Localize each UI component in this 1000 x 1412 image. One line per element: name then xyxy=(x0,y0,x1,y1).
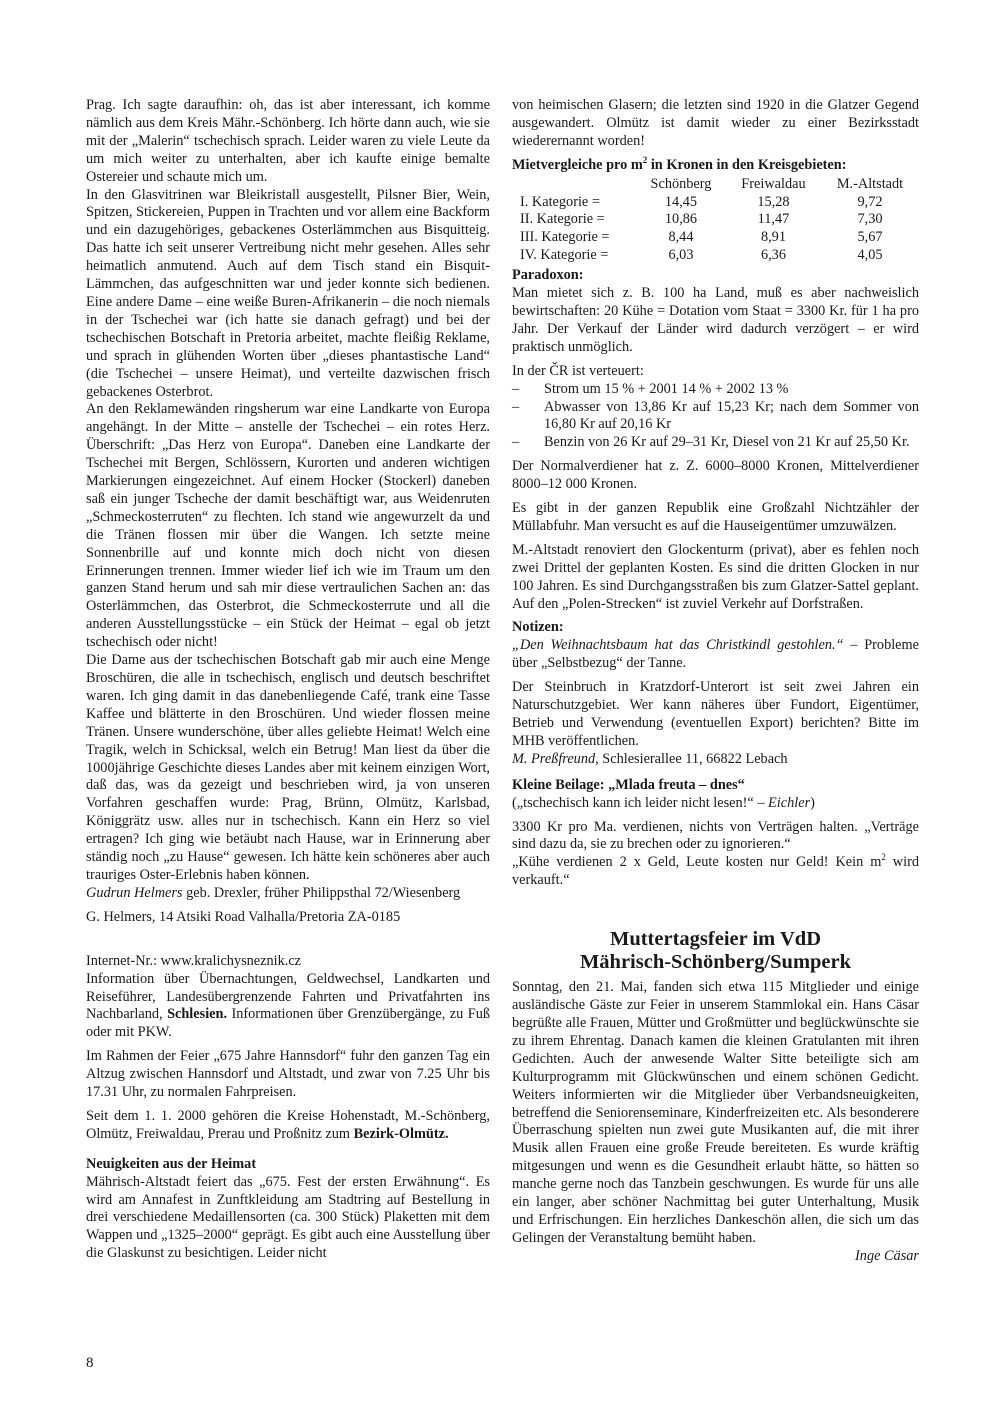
rent-table-header xyxy=(512,176,919,194)
list-item-text: Benzin von 26 Kr auf 29–31 Kr, Diesel von 21 Kr auf 25,50 Kr. xyxy=(544,434,910,451)
news-paragraph: Mährisch-Altstadt feiert das „675. Fest der ersten Erwähnung“. Es wird am Annafest in Zunftkleidung am Stadtring auf Bestellung in drei verschiedene Medaillensorten (ca. 300 Stück) Plaketten mit dem Wappen und „1325–2000“ geprägt. Es gibt auch eine Ausstellung über die Glaskunst zu besichtigen. Leider nicht xyxy=(86,1173,490,1262)
steinbruch-signature xyxy=(512,751,919,769)
beilage-p2-sup: 2 xyxy=(881,852,886,863)
table-row xyxy=(512,229,919,247)
rent-cell: 8,91 xyxy=(760,229,786,246)
list-item-text: Strom um 15 % + 2001 14 % + 2002 13 % xyxy=(544,380,789,397)
list-item: – Benzin von 26 Kr auf 29–31 Kr, Diesel von 21 Kr auf 25,50 Kr. xyxy=(512,434,910,451)
rent-cell: 5,67 xyxy=(857,229,883,246)
story-paragraph-4: Die Dame aus der tschechischen Botschaft gab mir auch eine Menge Broschüren, die alle in tschechisch, englisch und deutsch beschriftet waren. Ich ging damit in das danebenliegende Café, trank eine Tasse Kaffee und blätterte in den Broschüren. Und wieder flossen meine Tränen. Unsere wunderschöne, über alles geliebte Heimat! Welch eine Tragik, welch in Schicksal, welch ein Betrug! Man liest da über die 1000jährige Geschichte dieses Landes aber mit keinem einzigen Wort, daß das, was da gezeigt und beschrieben wird, ja von unseren Vorfahren geschaffen wurde: Prag, Brünn, Olmütz, Karlsbad, Königgrätz usw. alles nur in tschechisch. Kann ein Herz so viel ertragen? Ich ging wie betäubt nach Hause, war in Erinnerung aber ständig noch „zu Hause“ gewesen. Ich hätte kein schöneres aber auch trauriges Oster-Erlebnis haben können. xyxy=(86,652,490,883)
verdiener-paragraph: Der Normalverdiener hat z. Z. 6000–8000 Kronen, Mittelverdiener 8000–12 000 Kronen. xyxy=(512,458,919,493)
rent-row-label: II. Kategorie = xyxy=(520,211,605,228)
info-bold: Schlesien. xyxy=(167,1006,228,1023)
article-title-line-1: Muttertagsfeier im VdD xyxy=(609,928,822,951)
rent-row-label: I. Kategorie = xyxy=(520,193,600,210)
notizen-rest: – Probleme über „Selbstbezug“ der Tanne. xyxy=(512,637,919,672)
notizen-quote: „Den Weihnachtsbaum hat das Christkindl gestohlen.“ xyxy=(512,637,844,654)
rent-cell: 14,45 xyxy=(664,193,698,210)
bezirk-paragraph xyxy=(86,1108,490,1144)
rent-cell: 10,86 xyxy=(664,211,698,228)
rent-header-cell: Schönberg xyxy=(650,175,712,192)
paradox-paragraph: Man mietet sich z. B. 100 ha Land, muß es aber nachweislich bewirtschaften: 20 Kühe = Dotation vom Staat = 3300 Kr. für 1 ha pro Jahr. Der Verkauf der Länder wird dadurch verzögert – er wird praktisch unmöglich. xyxy=(512,285,919,355)
nichtzahler-paragraph: Es gibt in der ganzen Republik eine Großzahl Nichtzähler der Müllabfuhr. Man versucht es auf die Hauseigentümer umzuwälzen. xyxy=(512,500,919,534)
hannsdorf-paragraph: Im Rahmen der Feier „675 Jahre Hannsdorf“ fuhr den ganzen Tag ein Altzug zwischen Hannsdorf und Altstadt, und zwar von 7.25 Uhr bis 17.31 Uhr, zu normalen Fahrpreisen. xyxy=(86,1048,490,1101)
bezirk-text: Seit dem 1. 1. 2000 gehören die Kreise Hohenstadt, M.-Schönberg, Olmütz, Freiwaldau, Prerau und Proßnitz zum xyxy=(86,1107,490,1142)
rent-cell: 6,36 xyxy=(760,247,786,264)
rent-cell: 11,47 xyxy=(757,211,790,228)
story-paragraph-3: An den Reklamewänden ringsherum war eine Landkarte von Europa angehängt. In der Mitte – anstelle der Tschechei – ein rotes Herz. Überschrift: „Das Herz von Europa“. Daneben eine Landkarte der Tschechei mit Bergen, Schlössern, Kurorten und anderen wichtigen Markierungen eingezeichnet. Auf einem Hocker (Stockerl) daneben saß ein junger Tscheche der damit beschäftigt war, aus Weidenruten „Schmeckosterruten“ zu flechten. Ich stand wie angewurzelt da und die Tränen flossen mir über die Wangen. Ich setzte meine Sonnenbrille auf und konnte mich doch nicht von diesen Erinnerungen trennen. Immer wieder lief ich wie im Traum um den ganzen Stand herum und sah mir diese vertraulichen Sachen an: das Osterlämmchen, das Osterbrot, die Schmeckosterrute und all die anderen Ausstellungsstücke – ein Stück der Heimat – egal ob jetzt tschechisch oder nicht! xyxy=(86,401,490,651)
article-signature-name: Inge Cäsar xyxy=(855,1247,919,1264)
rent-cell: 15,28 xyxy=(757,193,790,210)
rent-heading-b: in Kronen in den Kreisgebieten: xyxy=(647,156,847,173)
rent-cell: 6,03 xyxy=(668,247,694,264)
notizen-heading: Notizen: xyxy=(512,619,564,636)
signature-rest: geb. Drexler, früher Philippsthal 72/Wiesenberg xyxy=(182,884,461,901)
beilage-paragraph-2 xyxy=(512,854,919,890)
notizen-paragraph xyxy=(512,637,919,673)
article-signature xyxy=(512,1248,919,1266)
page-number: 8 xyxy=(86,1355,94,1371)
bezirk-bold: Bezirk-Olmütz. xyxy=(353,1125,449,1142)
beilage-paragraph-1: 3300 Kr pro Ma. verdienen, nichts von Verträgen halten. „Verträge sind dazu da, sie zu brechen oder zu ignorieren.“ xyxy=(512,818,919,853)
glass-paragraph: von heimischen Glasern; die letzten sind 1920 in die Glatzer Gegend ausgewandert. Olmütz ist damit wieder zu einer Bezirksstadt wiederernannt worden! xyxy=(512,97,919,149)
internet-number: Internet-Nr.: www.kralichysneznik.cz xyxy=(86,952,302,969)
news-heading: Neuigkeiten aus der Heimat xyxy=(86,1155,257,1172)
rent-header-cell: Freiwaldau xyxy=(741,175,806,192)
rent-header-empty xyxy=(512,176,636,194)
cr-intro: In der ČR ist verteuert: xyxy=(512,362,644,379)
info-rest: Informationen über Grenzübergänge, zu Fuß oder mit PKW. xyxy=(86,1006,490,1041)
glocken-paragraph: M.-Altstadt renoviert den Glockenturm (privat), aber es fehlen noch zwei Drittel der geplanten Kosten. Es sind die dritten Glocken in nur 100 Jahren. Es sind Durchgangsstraßen bis zum Glatzer-Sattel geplant. Auf den „Polen-Strecken“ ist zuviel Verkehr auf Dorfstraßen. xyxy=(512,541,919,612)
article-title-line-2: Mährisch-Schönberg/Sumperk xyxy=(579,951,852,974)
right-column xyxy=(512,97,919,1266)
beilage-sub-name: Eichler xyxy=(768,794,811,811)
rent-cell: 9,72 xyxy=(857,193,883,210)
info-text: Information über Übernachtungen, Geldwechsel, Landkarten und Reiseführer, Landesübergrenzende Fahrten und Privatfahrten ins Nachbarland, xyxy=(86,970,490,1023)
steinbruch-paragraph: Der Steinbruch in Kratzdorf-Unterort ist seit zwei Jahren ein Naturschutzgebiet. Wer kann näheres über Fundort, Eigentümer, Betrieb und Verwendung (eventuellen Export) berichten? Bitte im MHB veröffentlichen. xyxy=(512,679,919,749)
beilage-sub-b: ) xyxy=(810,794,815,811)
article-paragraph: Sonntag, den 21. Mai, fanden sich etwa 115 Mitglieder und einige ausländische Gäste zur Feier in unserem Stammlokal ein. Hans Cäsar begrüßte alle Frauen, Mütter und Großmütter und beglückwünschte sie zu ihrem Ehrentag. Danach kamen die kleinen Gratulanten mit ihren Gedichten. Auch der anwesende Walter Sitte beteiligte sich am Kulturprogramm mit Glückwünschen und einem schönen Gedicht. Weiters informierten wir die Mitglieder über Verbandsneuigkeiten, betreffend die Seniorenseminare, Kinderfreizeiten etc. Als besonderere Überraschung spielten nun zwei gute Musikanten auf, die mit ihrer Musik allen Frauen eine große Freude bereiteten. Es wurde kräftig mitgesungen und wenn es die Gesundheit erlaubt hätte, so hätten so manche gerne noch das Tanzbein geschwungen. Es wurde für uns alle ein langer, aber schöner Nachmittag bei guter Unterhaltung, Musik und Erfrischungen. Ein herzliches Dankeschön allen, die sich um das Gelingen der Veranstaltung bemüht haben. xyxy=(512,979,919,1246)
left-column xyxy=(86,97,490,1263)
rent-cell: 4,05 xyxy=(857,247,883,264)
story-paragraph-2: In den Glasvitrinen war Bleikristall ausgestellt, Pilsner Bier, Wein, Spitzen, Stickereien, Puppen in Trachten und vor allem eine Backform und ein dazugehöriges, gebackenes Osterlämmchen aus Bisquitteig. Das hatte ich seit unserer Vertreibung nicht mehr gesehen. Alles sehr heimatlich anmutend. Auch auf dem Tisch stand ein Bisquit-Lämmchen, das aufgeschnitten war und jeder konnte sich bedienen. Eine andere Dame – eine weiße Buren-Afrikanerin – die noch niemals in der Tschechei war (ich hatte sie danach gefragt) und bei der tschechischen Botschaft in Pretoria arbeitet, machte fleißig Reklame, und sprach in glühenden Worten über „dieses phantastische Land“ (die Tschechei – unsere Heimat), und verteilte dazwischen frisch gebackenes Osterbrot. xyxy=(86,186,490,400)
rent-header-cell: M.-Altstadt xyxy=(836,175,904,192)
info-paragraph xyxy=(86,971,490,1043)
table-row xyxy=(512,247,919,265)
rent-table xyxy=(512,176,919,266)
table-row xyxy=(512,211,919,229)
rent-row-label: III. Kategorie = xyxy=(520,229,610,246)
beilage-sub-a: („tschechisch kann ich leider nicht lesen!“ – xyxy=(512,794,769,811)
beilage-subtitle xyxy=(512,795,919,813)
story-paragraph-1: Prag. Ich sagte daraufhin: oh, das ist aber interessant, ich komme nämlich aus dem Kreis Mähr.-Schönberg. Ich hörte dann auch, wie sie mit der „Malerin“ tschechisch sprach. Leider waren zu viele Leute da um mich weiter zu unterhalten, aber ich kaufte einige bemalte Ostereier und schaute mich um. xyxy=(86,97,490,185)
beilage-p2-b: wird verkauft.“ xyxy=(512,854,919,889)
beilage-heading: Kleine Beilage: „Mlada freuta – dnes“ xyxy=(512,776,745,793)
story-signature xyxy=(86,885,490,903)
signature-name: Gudrun Helmers xyxy=(86,884,183,901)
beilage-p2-a: „Kühe verdienen 2 x Geld, Leute kosten nur Geld! Kein m xyxy=(512,854,882,871)
rent-heading-a: Mietvergleiche pro m xyxy=(512,156,643,173)
article-title xyxy=(512,928,919,974)
rent-heading xyxy=(512,154,919,175)
list-item: – Strom um 15 % + 2001 14 % + 2002 13 % xyxy=(512,380,789,397)
rent-heading-sup: 2 xyxy=(642,154,648,165)
steinbruch-sig-name: M. Preßfreund, xyxy=(512,750,599,767)
cr-price-list xyxy=(512,381,919,453)
rent-cell: 8,44 xyxy=(668,229,694,246)
author-address: G. Helmers, 14 Atsiki Road Valhalla/Pretoria ZA-0185 xyxy=(86,908,401,925)
list-item-text: Abwasser von 13,86 Kr auf 15,23 Kr; nach dem Sommer von 16,80 Kr auf 20,16 Kr xyxy=(544,398,919,433)
paradox-heading: Paradoxon: xyxy=(512,267,584,284)
rent-cell: 7,30 xyxy=(857,211,883,228)
steinbruch-sig-rest: Schlesierallee 11, 66822 Lebach xyxy=(598,750,788,767)
list-item: – Abwasser von 13,86 Kr auf 15,23 Kr; nach dem Sommer von 16,80 Kr auf 20,16 Kr xyxy=(512,398,919,433)
table-row xyxy=(512,194,919,212)
rent-row-label: IV. Kategorie = xyxy=(520,247,609,264)
